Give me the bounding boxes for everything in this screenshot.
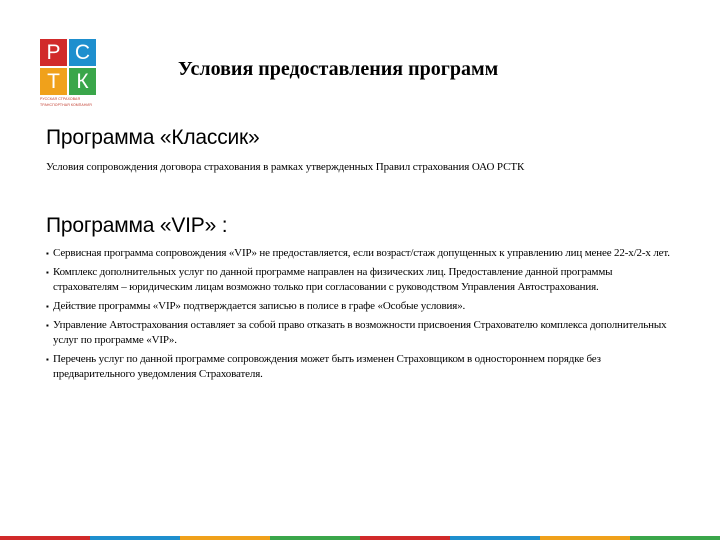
page-title: Условия предоставления программ (178, 58, 499, 80)
list-item-text: Сервисная программа сопровождения «VIP» не предоставляется, если возраст/стаж допущенных к управлению лиц менее 22-х/2-х лет. (53, 247, 670, 259)
list-item (46, 352, 670, 382)
color-stripe (0, 536, 90, 540)
list-item-text: Управление Автострахования оставляет за собой право отказать в возможности присвоения Страхователю комплекса дополнительных услуг по программе «VIP». (53, 319, 667, 346)
logo-caption-line1: РУССКАЯ СТРАХОВАЯ (40, 97, 81, 101)
color-stripe (180, 536, 270, 540)
vip-conditions-list (46, 246, 670, 382)
list-item-text: Перечень услуг по данной программе сопровождения может быть изменен Страховщиком в одностороннем порядке без предварительного уведомления Страхователя. (53, 353, 601, 380)
color-stripe (630, 536, 720, 540)
bullet-icon: ▪ (46, 268, 49, 277)
list-item (46, 318, 670, 348)
classic-program-text: Условия сопровождения договора страхования в рамках утвержденных Правил страхования ОАО РСТК (46, 161, 525, 173)
color-stripe (540, 536, 630, 540)
bullet-icon: ▪ (46, 302, 49, 311)
list-item-text: Комплекс дополнительных услуг по данной программе направлен на физических лиц. Предоставление данной программы страхователям – юридическим лицам возможно только при согласовании с руководством Управления Автострахования. (53, 266, 613, 293)
bottom-color-bar (0, 536, 720, 540)
logo-letter-t: Т (40, 68, 67, 95)
vip-program-heading: Программа «VIP» : (46, 214, 228, 237)
slide-content (46, 124, 670, 386)
list-item (46, 299, 670, 314)
list-item (46, 246, 670, 261)
color-stripe (90, 536, 180, 540)
logo-grid (40, 39, 96, 95)
color-stripe (270, 536, 360, 540)
bullet-icon: ▪ (46, 321, 49, 330)
logo-caption-line2: ТРАНСПОРТНАЯ КОМПАНИЯ (40, 103, 92, 107)
logo-letter-s: С (69, 39, 96, 66)
list-item (46, 265, 670, 295)
bullet-icon: ▪ (46, 249, 49, 258)
color-stripe (450, 536, 540, 540)
color-stripe (360, 536, 450, 540)
classic-program-heading: Программа «Классик» (46, 126, 260, 149)
logo-letter-k: К (69, 68, 96, 95)
bullet-icon: ▪ (46, 355, 49, 364)
company-logo (40, 39, 96, 107)
list-item-text: Действие программы «VIP» подтверждается записью в полисе в графе «Особые условия». (53, 300, 466, 312)
logo-letter-r: Р (40, 39, 67, 66)
